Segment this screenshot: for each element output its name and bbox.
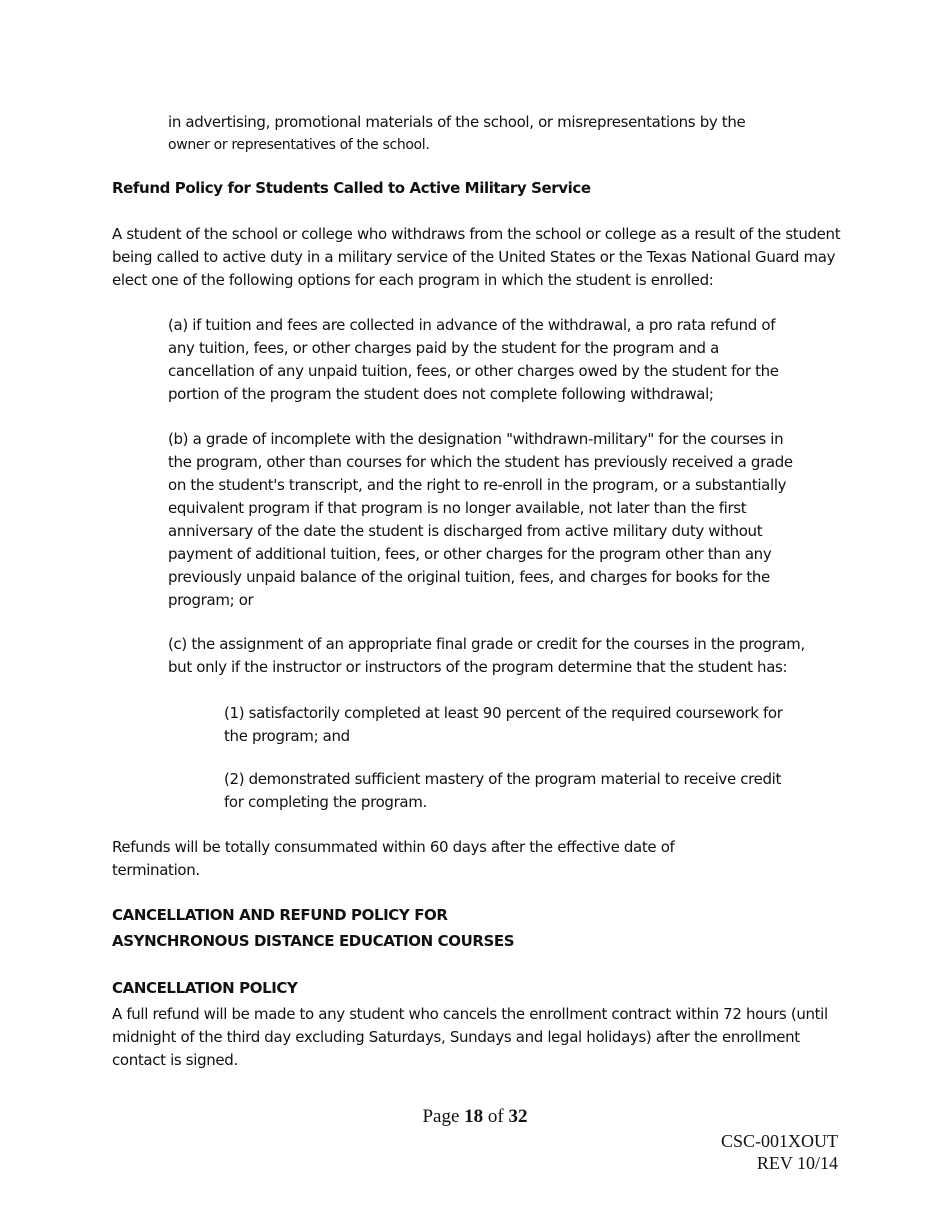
page-current: 18 — [464, 1106, 484, 1127]
continuation-paragraph — [168, 111, 818, 157]
continuation-line-1: in advertising, promotional materials of the school, or misrepresentations by the — [168, 113, 746, 131]
cancellation-policy-paragraph: A full refund will be made to any student who cancels the enrollment contract within 72 hours (until midnight of the third day excluding Saturdays, Sundays and legal holidays) after the enrollment contact is signed. — [112, 1005, 828, 1069]
option-a-paragraph: (a) if tuition and fees are collected in advance of the withdrawal, a pro rata refund of any tuition, fees, or other charges paid by the student for the program and a cancellation of any unpaid tuition, fees, or other charges owed by the student for the portion of the program the student does not complete following withdrawal; — [168, 316, 779, 403]
form-code: CSC-001XOUT — [720, 1131, 838, 1151]
form-code-block — [721, 1130, 838, 1174]
page-number — [0, 1106, 950, 1128]
option-b-paragraph: (b) a grade of incomplete with the designation "withdrawn-military" for the courses in the program, other than courses for which the student has previously received a grade on the student's transcript, and the right to re-enroll in the program, or a substantially equivalent program if that program is no longer available, not later than the first anniversary of the date the student is discharged from active military duty without payment of additional tuition, fees, or other charges for the program other than any previously unpaid balance of the original tuition, fees, and charges for books for the program; or — [168, 430, 793, 609]
page-total: 32 — [508, 1106, 528, 1127]
military-refund-heading: Refund Policy for Students Called to Active Military Service — [112, 179, 591, 197]
async-heading-line-1: CANCELLATION AND REFUND POLICY FOR — [112, 906, 448, 924]
continuation-line-2: owner or representatives of the school. — [168, 137, 430, 153]
page-prefix: Page — [422, 1106, 460, 1127]
async-heading-line-2: ASYNCHRONOUS DISTANCE EDUCATION COURSES — [112, 932, 515, 950]
military-intro-paragraph: A student of the school or college who withdraws from the school or college as a result of the student being called to active duty in a military service of the United States or the Texas National Guard may elect one of the following options for each program in which the student is enrolled: — [112, 225, 841, 289]
sub-item-1-paragraph: (1) satisfactorily completed at least 90 percent of the required coursework for the program; and — [224, 704, 783, 745]
async-refund-heading — [112, 904, 852, 953]
refund-timing-paragraph: Refunds will be totally consummated within 60 days after the effective date of termination. — [112, 838, 675, 879]
sub-item-2-paragraph: (2) demonstrated sufficient mastery of the program material to receive credit for completing the program. — [224, 770, 782, 811]
page-of: of — [487, 1106, 504, 1127]
option-c-paragraph: (c) the assignment of an appropriate final grade or credit for the courses in the program, but only if the instructor or instructors of the program determine that the student has: — [168, 635, 805, 676]
cancellation-policy-heading: CANCELLATION POLICY — [112, 979, 298, 997]
form-revision: REV 10/14 — [756, 1153, 838, 1173]
